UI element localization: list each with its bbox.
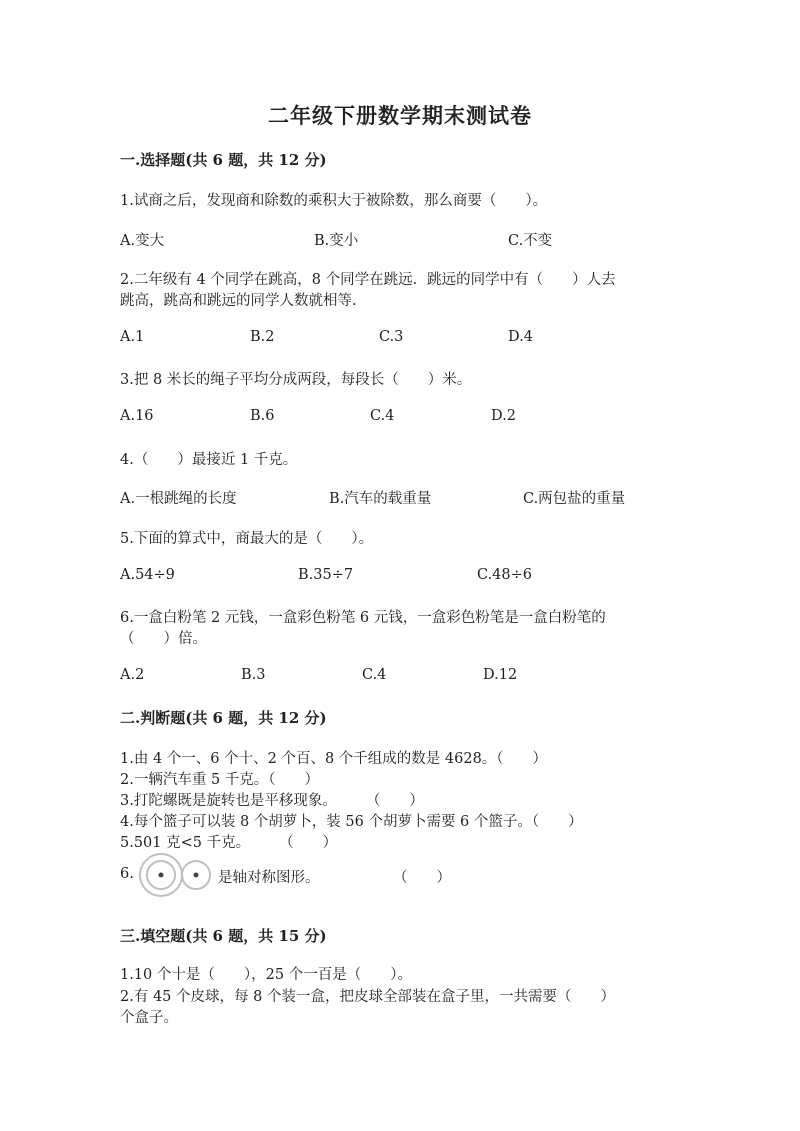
option-d[interactable]: D.4 — [508, 329, 533, 345]
question-text-continued: 个盒子。 — [120, 1010, 178, 1026]
option-c[interactable]: C.48÷6 — [477, 567, 533, 583]
question-text-continued: （ ）倍。 — [120, 631, 207, 647]
statement-number: 6. — [120, 866, 134, 882]
option-a[interactable]: A.54÷9 — [120, 567, 175, 583]
concentric-circles-figure — [138, 852, 216, 898]
option-b[interactable]: B.2 — [250, 329, 275, 345]
question-text: 1.10 个十是（ ），25 个一百是（ ）。 — [120, 967, 412, 983]
question-text: 2.二年级有 4 个同学在跳高，8 个同学在跳远．跳远的同学中有（ ）人去 — [120, 272, 616, 288]
option-a[interactable]: A.1 — [120, 329, 145, 345]
option-b[interactable]: B.35÷7 — [298, 567, 354, 583]
option-a[interactable]: A.变大 — [120, 233, 165, 249]
option-a[interactable]: A.2 — [120, 667, 145, 683]
question-text-continued: 跳高，跳高和跳远的同学人数就相等. — [120, 293, 357, 309]
statement-text: 5.501 克<5 千克。 （ ） — [120, 835, 338, 851]
statement-text: 3.打陀螺既是旋转也是平移现象。 （ ） — [120, 793, 424, 809]
option-c[interactable]: C.4 — [370, 408, 395, 424]
option-c[interactable]: C.不变 — [508, 233, 553, 249]
question-text: 1.试商之后，发现商和除数的乘积大于被除数，那么商要（ ）。 — [120, 193, 548, 209]
option-d[interactable]: D.2 — [491, 408, 516, 424]
question-text: 2.有 45 个皮球，每 8 个装一盒，把皮球全部装在盒子里，一共需要（ ） — [120, 989, 615, 1005]
section-heading: 一.选择题(共 6 题，共 12 分) — [120, 151, 327, 169]
section-heading: 三.填空题(共 6 题，共 15 分) — [120, 927, 327, 945]
statement-text: 1.由 4 个一、6 个十、2 个百、8 个千组成的数是 4628。（ ） — [120, 751, 548, 767]
option-d[interactable]: D.12 — [483, 667, 518, 683]
option-b[interactable]: B.3 — [241, 667, 266, 683]
statement-text: 2.一辆汽车重 5 千克。（ ） — [120, 772, 320, 788]
option-b[interactable]: B.汽车的载重量 — [329, 491, 432, 507]
option-c[interactable]: C.3 — [379, 329, 404, 345]
question-text: 3.把 8 米长的绳子平均分成两段，每段长（ ）米。 — [120, 372, 472, 388]
question-text: 4.（ ）最接近 1 千克。 — [120, 452, 298, 468]
option-c[interactable]: C.两包盐的重量 — [523, 491, 626, 507]
option-b[interactable]: B.6 — [250, 408, 275, 424]
question-text: 5.下面的算式中，商最大的是（ ）。 — [120, 531, 374, 547]
option-a[interactable]: A.16 — [120, 408, 154, 424]
option-b[interactable]: B.变小 — [314, 233, 359, 249]
question-text: 6.一盒白粉笔 2 元钱，一盒彩色粉笔 6 元钱，一盒彩色粉笔是一盒白粉笔的 — [120, 610, 606, 626]
page-title: 二年级下册数学期末测试卷 — [268, 103, 532, 128]
option-c[interactable]: C.4 — [362, 667, 387, 683]
answer-parentheses: （ ） — [393, 870, 451, 886]
section-heading: 二.判断题(共 6 题，共 12 分) — [120, 709, 327, 727]
statement-text: 是轴对称图形。 — [218, 870, 320, 886]
statement-text: 4.每个篮子可以装 8 个胡萝卜，装 56 个胡萝卜需要 6 个篮子。（ ） — [120, 814, 583, 830]
option-a[interactable]: A.一根跳绳的长度 — [120, 491, 237, 507]
